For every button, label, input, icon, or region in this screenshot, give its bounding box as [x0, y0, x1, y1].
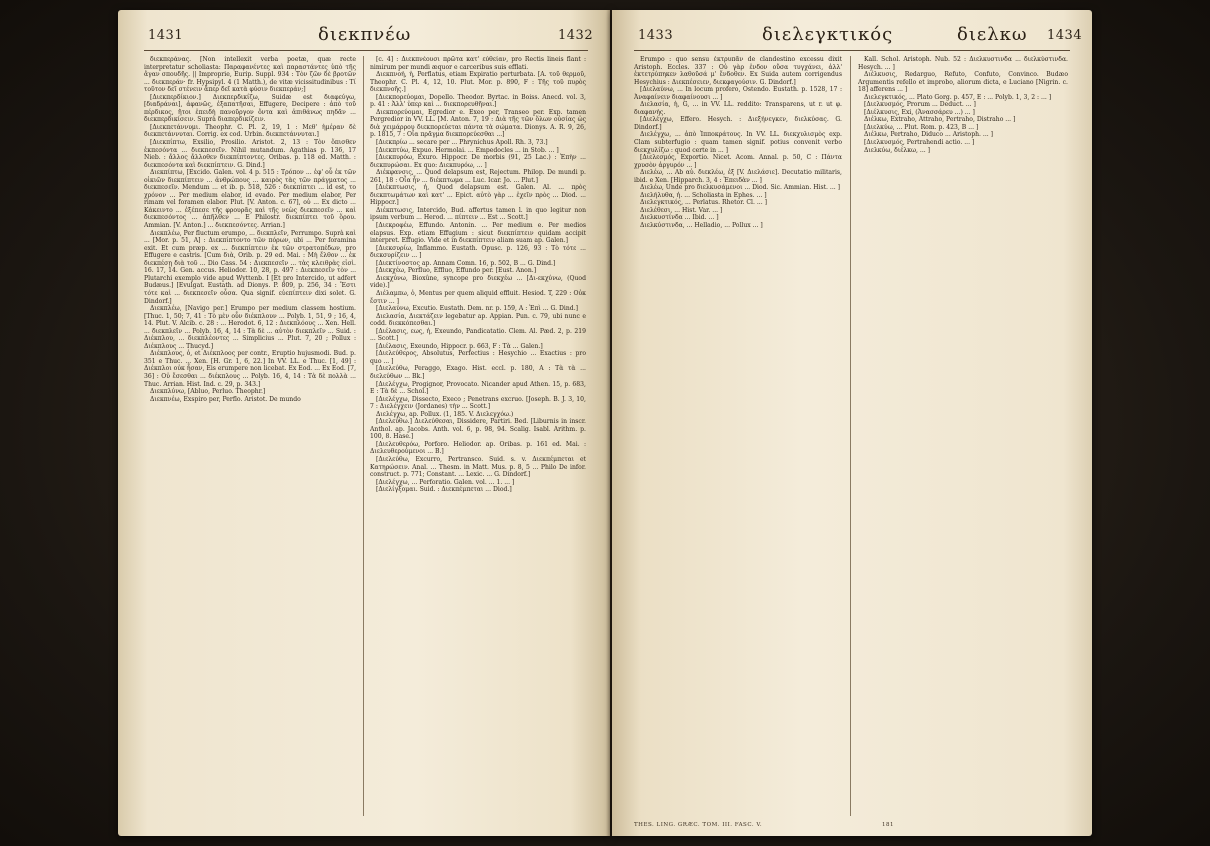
entry: Διελεγκτικός, ... Perlatus. Rhetor. Cl. ... ]	[640, 199, 767, 207]
running-head-abbrev: διελκω	[957, 24, 1028, 45]
entry: [Διελεύθερος, Absolutus, Perfectius : Hesychio ... Exactius : pro quo ... ]	[370, 350, 586, 365]
left-page	[118, 10, 610, 836]
entry: Διεκπλύνω, [Abluo, Perluo. Theophr.]	[150, 388, 266, 396]
right-page	[612, 10, 1092, 836]
entry: [Διέλασις, Exeundo, Hippocr. p. 663, F : Τὰ ... Galen.]	[376, 342, 543, 350]
entry: Διεκπίπτω, [Excido. Galen. vol. 4 p. 515 : Τρόπον ... ἐφ' οὗ ἐκ τῶν οἰκιῶν διεκπίπτειν ... ἀνθρώπους ... καιρὸς τὰς τῶν πράγματος ... διεκπεσεῖν. Mendum ... et ib. p. 518, 526 : διεκπίπτει ... id est, το χρόνον ... Per medium elabor, id evado. Per medium elabor, Per rimam vel foramen elabor. Plut. [V. Anton. c. 67], οὐ ... Ex dicto ... Κάκειντο ... ἐξέπεσε τῆς φρουρᾶς καὶ τῆς νεὼς διεκπεσεῖν ... καὶ διεκπεσόντος ... ἀπῆλθεν ... Ε Philostr. διεκπίπτει τοῦ ὅρου. Ammian. [V. Anton.] ... διεκπεσόντες. Arrian.]	[144, 169, 356, 230]
entry: [Διελκυσμός, Pertrahendi actio. ... ]	[864, 139, 975, 147]
entry: Διελέω, Unde pro διελκυσάμενοι ... Diod. Sic. Ammian. Hist. ... ]	[640, 184, 841, 192]
entry: Διελέγχω, ap. Pollux. (1, 185. V. Διελεγχόω.)	[376, 410, 514, 418]
entry: [Διελέγχω, ... Perforatio. Galen. vol. ... 1. ... ]	[376, 478, 515, 486]
entry: [Διεκτίνοστος ap. Annam Comn. 16, p. 502, B ... G. Dind.]	[376, 259, 556, 267]
entry: [Διελεύθω, Excurro, Pertransco. Suid. s. v. Διεκπέμπεται et Κατηρώσειν. Anal. ... Thesm. in Matt. Mus. p. 8, 5 ... Philo De infor. construct. p. 771; Constant. ... Lexic. ... G. Dindorf.]	[370, 455, 586, 479]
entry: [Διελέγχω, Dissecto, Execo ; Penetrans excruo. [Joseph. B. J. 3, 10, 7 : Διελέγχειν (Jordanes) τὴν ... Scott.]	[370, 395, 586, 411]
running-head: διεκπνέω	[318, 24, 412, 45]
entry: [Διελκυσμός, Prorum ... Deduct. ... ]	[864, 101, 976, 109]
entry: [Διελέγχω, Effero. Hesych. : Διεξήνεγκεν, διελκύσας. G. Dindorf.]	[634, 116, 842, 131]
column-divider	[363, 56, 364, 816]
page-number-1434: 1434	[1047, 28, 1083, 43]
entry: Διελέω, ... Ab αὐ. διεκλέω, ἐξ [V. Διελάσιε]. Decutatio militaris, ibid. e Xen. [Hipparch. 3, 4 : Ἐπειδὰν ... ]	[634, 169, 842, 184]
entry: Διέλκω, Extraho, Attraho, Pertraho, Distraho ... ]	[864, 116, 1016, 124]
page-number-1431: 1431	[148, 28, 184, 43]
entry: Διελέγχω, ... ἀπὸ Ἱπποκράτους. In VV. LL. διεκχυλισμὸς exp. Clam subterfugio : quam tamen signif. potius convenit verbo διεκχυλίζω : quod certe in ... ]	[634, 131, 842, 154]
entry: Erumpo : quo sensu ἐκτρυπᾶν de clandestino excessu dixit Aristoph. Eccles. 337 : Οὐ γὰρ ἐνδον οὔσα τυγχάνει, ἀλλ' ἐκτετρύπηκεν λαθοῦσά μ' ἔνδοθεν. Ex Suida autem corrigendus Hesychius : Διεκπέσειεν, διεκφαγούσιν. G. Dindorf.]	[634, 56, 842, 86]
footer-signature: THES. LING. GRÆC. TOM. III. FASC. V.	[634, 822, 763, 828]
open-book	[118, 10, 1092, 840]
entry: [Διελαύνω, Excutio. Eustath. Dem. nr. p. 159, A : Ἐπὶ ... G. Dind.]	[376, 305, 579, 313]
running-head: διελεγκτικός	[762, 24, 894, 45]
entry: [Διεκπυρόω, Exuro. Hippocr. De morbis (91, 25 Lac.) : Ἐπὴν ... διεκπυρώσαι. Ex quo: Διεκπυρόω, ... ]	[370, 154, 586, 169]
right-page-column-1	[634, 56, 842, 826]
left-page-column-1	[144, 56, 356, 826]
entry: [Διεκπρίω ... secare per ... Phrynichus Apoll. Rh. 3, 73.]	[376, 139, 548, 147]
entry: Διελκύστινδα, ... Helladio, ... Pollux ... ]	[640, 222, 763, 230]
entry: [Διελευθερόω, Porforo. Heliodor. ap. Oribas. p. 161 ed. Mai. : Διελευθερούμενοι ... B.]	[370, 440, 586, 456]
entry: [Διεκπίπτω, Exsilio, Prosilio. Aristot. 2, 13 : Τὸν ὄπισθεν ἐκπεσόντα ... διεκπεσεῖν. Nihil mutandum. Agathias p. 136, 17 Nieb. : ἄλλος ἄλλοθεν διεκπίπτοντες. Oribas. p. 118 ed. Matth. : διεκπεσόντα καὶ διεκπίπτειν. G. Dind.]	[144, 139, 356, 169]
entry: Διελασία, ἡ, G, ... in VV. LL. reddito: Transparens, ut r. ut φ. διαφανής.	[634, 101, 842, 116]
entry: Kall. Schol. Aristoph. Nub. 52 : Διελκυστινδα ... διελκύστινδα. Hesych. ... ]	[858, 56, 1068, 71]
entry: [Διελέγχω, Progignor, Provocato. Nicander apud Athen. 15, p. 683, E : Τὰ δὲ ... Schol.]	[370, 380, 586, 396]
entry: [Διεκπετάννυμι. Theophr. C. Pl. 2, 19, 1 : Μεθ' ἡμέραν δὲ διεκπετάννυται. Corrig. ex cod. Urbin. διεκπετάννυται.]	[144, 123, 356, 139]
entry: [Διέκπτωσις, ἡ, Quod delapsum est. Galen. Al. ... πρὸς διεκπτωμάτων καὶ κατ' ... Epict. αὐτὸ γὰρ ... ἐχεῖν πρὸς ... Diod. ... Hippocr.]	[370, 184, 586, 207]
footer-sheet-number: 181	[882, 822, 894, 828]
entry: [Διελεύθω.] Διελεύθεσαι, Dissidere, Partiri. Bed. [Liburnis in inscr. Anthol. ap. Jacobs. Anth. vol. 6, p. 98, 94. Scalig. Isabl. Arithm. p. 100, 8. Hase.]	[370, 418, 586, 441]
header-rule	[144, 50, 588, 51]
entry: Διεκπνέω, Exspiro per, Perflo. Aristot. De mundo	[150, 395, 301, 403]
entry: Διέλαμπω, ὁ, Mentus per quem aliquid effluit. Hesiod. T, 229 : Οὐκ ἔστιν ... ]	[370, 289, 586, 305]
entry: διεκπεράνας. [Non intellexit verba poetæ, quæ recte interpretatur scholiasta: Παραφανέντες καὶ παραστάντες ὑπὸ τῆς ἄγαν σπουδῆς. || Improprie, Eurip. Suppl. 934 : Τὸν ζῶν δὲ βροτῶν ... διεκπεράν· fr. Hypsipyl. 4 (1 Matth.), de vitæ vicissitudinibus : Τί τοῦτον δεῖ στένειν ἅπερ δεῖ κατὰ φύσιν διεκπεράν;]	[144, 56, 356, 94]
entry: [Διέλασις, εως, ἡ, Exeundo, Pandicatatio. Clem. Al. Pæd. 2, p. 219 ... Scott.]	[370, 327, 586, 343]
entry: [Διελεύθω, Peraggo, Exago. Hist. eccl. p. 180, A : Τὰ τὰ ... διελεύθων ... Bk.]	[370, 365, 586, 380]
entry: Διέλκυσις, Redarguo, Refuto, Confuto, Convinco. Budæo Argumentis refello et improbo, aliorum dicta, e Luciano [Nigrin. c. 18] afferens ... ]	[858, 71, 1068, 94]
header-rule	[634, 50, 1070, 51]
entry: Διεκπλέω, Per fluctum erumpo, ... διεκπλεῖν, Perrumpo. Suprà καὶ ... [Mor. p. 51, A] : Διεκπίπτοντο τῶν πόρων, ubi ... Per foramina exit. Et cum præp. ex ... διεκπίπτειν ἐκ τῶν στρατοπέδων, pro Effugere e castris. [Cum διὰ, Orib. p. 29 ed. Mai. : Μὴ ἔλθον ... ἐκ διεκπέσῃ διὰ τοῦ ... Dio Cass. 54 : Διεκπεσεῖν ... τὰς κλειθρὰς εἰσὶ. 16. 17, 14. Gen. accus. Heliodor. 10, 28, p. 497 : Διεκπεσεῖν τὸν ... Plutarchi exemplo vide apud Wyttenb. I [Et pro Intercido, ut adfert Budæus.] [Evulgat. Eustath. ad Dionys. P. 809, p. 256, 34 : Ἔστι τότε καὶ ... διεκπεσεῖν οὖσα. Qua signif. εὐεπίπτειν dixi solet. G. Dindorf.]	[144, 229, 356, 305]
entry: [Διέλκυσις, Exi, (Ἀνασσάρευ ...) ... ]	[864, 108, 975, 116]
right-page-column-2	[858, 56, 1068, 826]
right-page-header	[612, 24, 1092, 46]
entry: Διεκπλέω, [Navigo per.] Erumpo per medium classem hostium. [Thuc. 1, 50; 7, 41 : Τὸ μὲν οὖν διέκπλουν ... Polyb. 1, 51, 9 ; 16, 4, 14. Plut. V. Alcib. c. 28 : ... Herodot. 6, 12 : Διεκπλόους ... Xen. Hell. ... διεκπλεῖν ... Polyb. 16, 4, 14 : Τὰ δὲ ... αὐτὸν διεκπλεῖν ... Suid. : Διέκπλου, ... διεκπλέοντες ... Simplicius ... Plut. 7, 20 ; Pollux : Διέκπλους ... Thucyd.]	[144, 305, 356, 350]
entry: Διέκφανσις, ... Quod delapsum est, Rejectum. Philop. De mundi p. 261, 18 : Οἷα ἦν ... διέκπτωμα ... Luc. Icar. Jo. ... Plut.]	[370, 169, 586, 184]
entry: Διεκπνοή, ἡ, Perflatus, etiam Expiratio perturbata. [A. τοῦ θερμοῦ, Theophr. C. Pl. 4, 12, 10. Plut. Mor. p. 890, F : Τῆς τοῦ πυρὸς διεκπνοῆς.]	[370, 71, 586, 94]
page-number-1433: 1433	[638, 28, 674, 43]
entry: Διέλκω, Pertraho, Diduco ... Aristoph. ... ]	[864, 131, 994, 139]
entry: Διέκπτωσις, Intercido, Bud. affertus tamen l. in quo legitur non ipsum verbum ... Herod. ... πίπτειν ... Est ... Scott.]	[370, 206, 586, 222]
entry: [Διεκπερδίκιον.] Διεκπερδικίζω, Suidæ est διαφεύγω, [διαδράναι], ἀφανῶς, ἐξαπατῆσαι, Effugere, Decipere : ἀπὸ τοῦ πέρδικος, ἤτοι ἐπειδὴ πανοῦργον ὄντα καὶ ἀπιθάνως πηδᾶν ... διεκπερδικίσειν. Suprà διαπερδικίζειν.	[144, 93, 356, 124]
entry: Διεκπορεύομαι, Egredior e. Exeo per, Transeo per. Exp. tamen Pergredior in VV. LL. [M. Anton. 7, 19 : Διὰ τῆς τῶν ὅλων οὐσίας ὡς διὰ χειμάρρου διεκπορεύεται πάντα τὰ σώματα. Dionys. A. R. 9, 26, p. 1815, 7 : Οἷα πρᾶγμα διεκπορεύεσθαι ...]	[370, 108, 586, 139]
entry: [Διεκχέω, Perfluo, Effluo, Effundo per. [Eust. Anon.]	[376, 267, 537, 275]
entry: [Διελαύνω, ... In locum profero, Ostendo. Eustath. p. 1528, 17 : Ἀναφαίνειν διαφαίνουσι ... ]	[634, 86, 842, 101]
entry: Διελκυστίνδα ... Ibid. ... ]	[640, 214, 719, 222]
entry: [Διεκπτύω, Expuo. Hermolai. ... Empedocles ... in Stob. ... ]	[376, 146, 559, 154]
entry: Διελεγκτικός, ... Plato Gorg. p. 457, E : ... Polyb. 1, 3, 2 : ... ]	[864, 93, 1052, 101]
entry: Διελέθεσι, ... Hist. Var. ... ]	[640, 206, 723, 214]
entry: [Διεκπορεύομαι, Dopello. Theodor. Byrtac. in Boiss. Anecd. vol. 3, p. 41 : Ἀλλ' ὑπερ καὶ ... διεκπορευθῆναι.]	[370, 93, 586, 109]
column-divider	[850, 56, 851, 816]
entry: Διεκχύνω, Bioxûne, syncope pro διεκχέω ... [Δι-εκχύνω, (Quod vide).]	[370, 274, 586, 290]
entry: [Διελεσμός, Exportio. Nicet. Acom. Annal. p. 50, C : Πάντα χρυσὸν ἀργυρόν ... ]	[634, 154, 842, 169]
entry: [c. 4] : Διεκπνέουσι πρῶτα κατ' εὐθείαν, pro Rectis lineis flant : nimirum per mundi æquor e carceribus suis efflati.	[370, 56, 586, 71]
entry: [Διεκροφέω, Effundo. Antonin. ... Per medium e. Per medios elapsus. Exp. etiam Effugium : sicut διεκπίπτειν quidam accipit interpret. Effugio. Vide et in διεκπίπτειν aliam suam ap. Galen.]	[370, 222, 586, 245]
entry: [Διεκσυρίω, Inflammo. Eustath. Opusc. p. 126, 93 : Τὸ τότε ... διεκσυρίζειν ... ]	[370, 244, 586, 260]
entry: Διέκπλους, ὁ, et Διέκπλοος per contr., Eruptio hujusmodi. Bud. p. 351 e Thuc. ... Xen. [H. Gr. 1, 6, 22.] In VV. LL. e Thuc. [1, 49] : Διέκπλοι οὐκ ἦσαν, Eis erumpere non licebat. Ex Eod. ... Ex Eod. [7, 36] : Οὐ ἔσεσθαι ... διέκπλους ... Polyb. 16, 4, 14 : Τὰ δὲ πολλὰ ... Thuc. Arrian. Hist. Ind. c. 29, p. 343.]	[144, 350, 356, 388]
left-page-column-2	[370, 56, 586, 826]
entry: [Διελίγξομαι. Suid. : Διεκπέμπεται ... Diod.]	[376, 486, 512, 494]
entry: Διελκύω, διέλκω, ... ]	[864, 146, 931, 154]
entry: [Διελκύω, ... Plut. Rom. p. 423, B ... ]	[864, 123, 979, 131]
page-number-1432: 1432	[558, 28, 594, 43]
entry: Διελασία, Διεκτάζειν legebatur ap. Appian. Pun. c. 79, ubi nunc e codd. διεκκόπεσθαι.]	[370, 312, 586, 328]
left-page-header	[118, 24, 610, 46]
entry: Διελήλυθα, ἡ. ... Scholiasta in Ephes. ... ]	[640, 191, 767, 199]
